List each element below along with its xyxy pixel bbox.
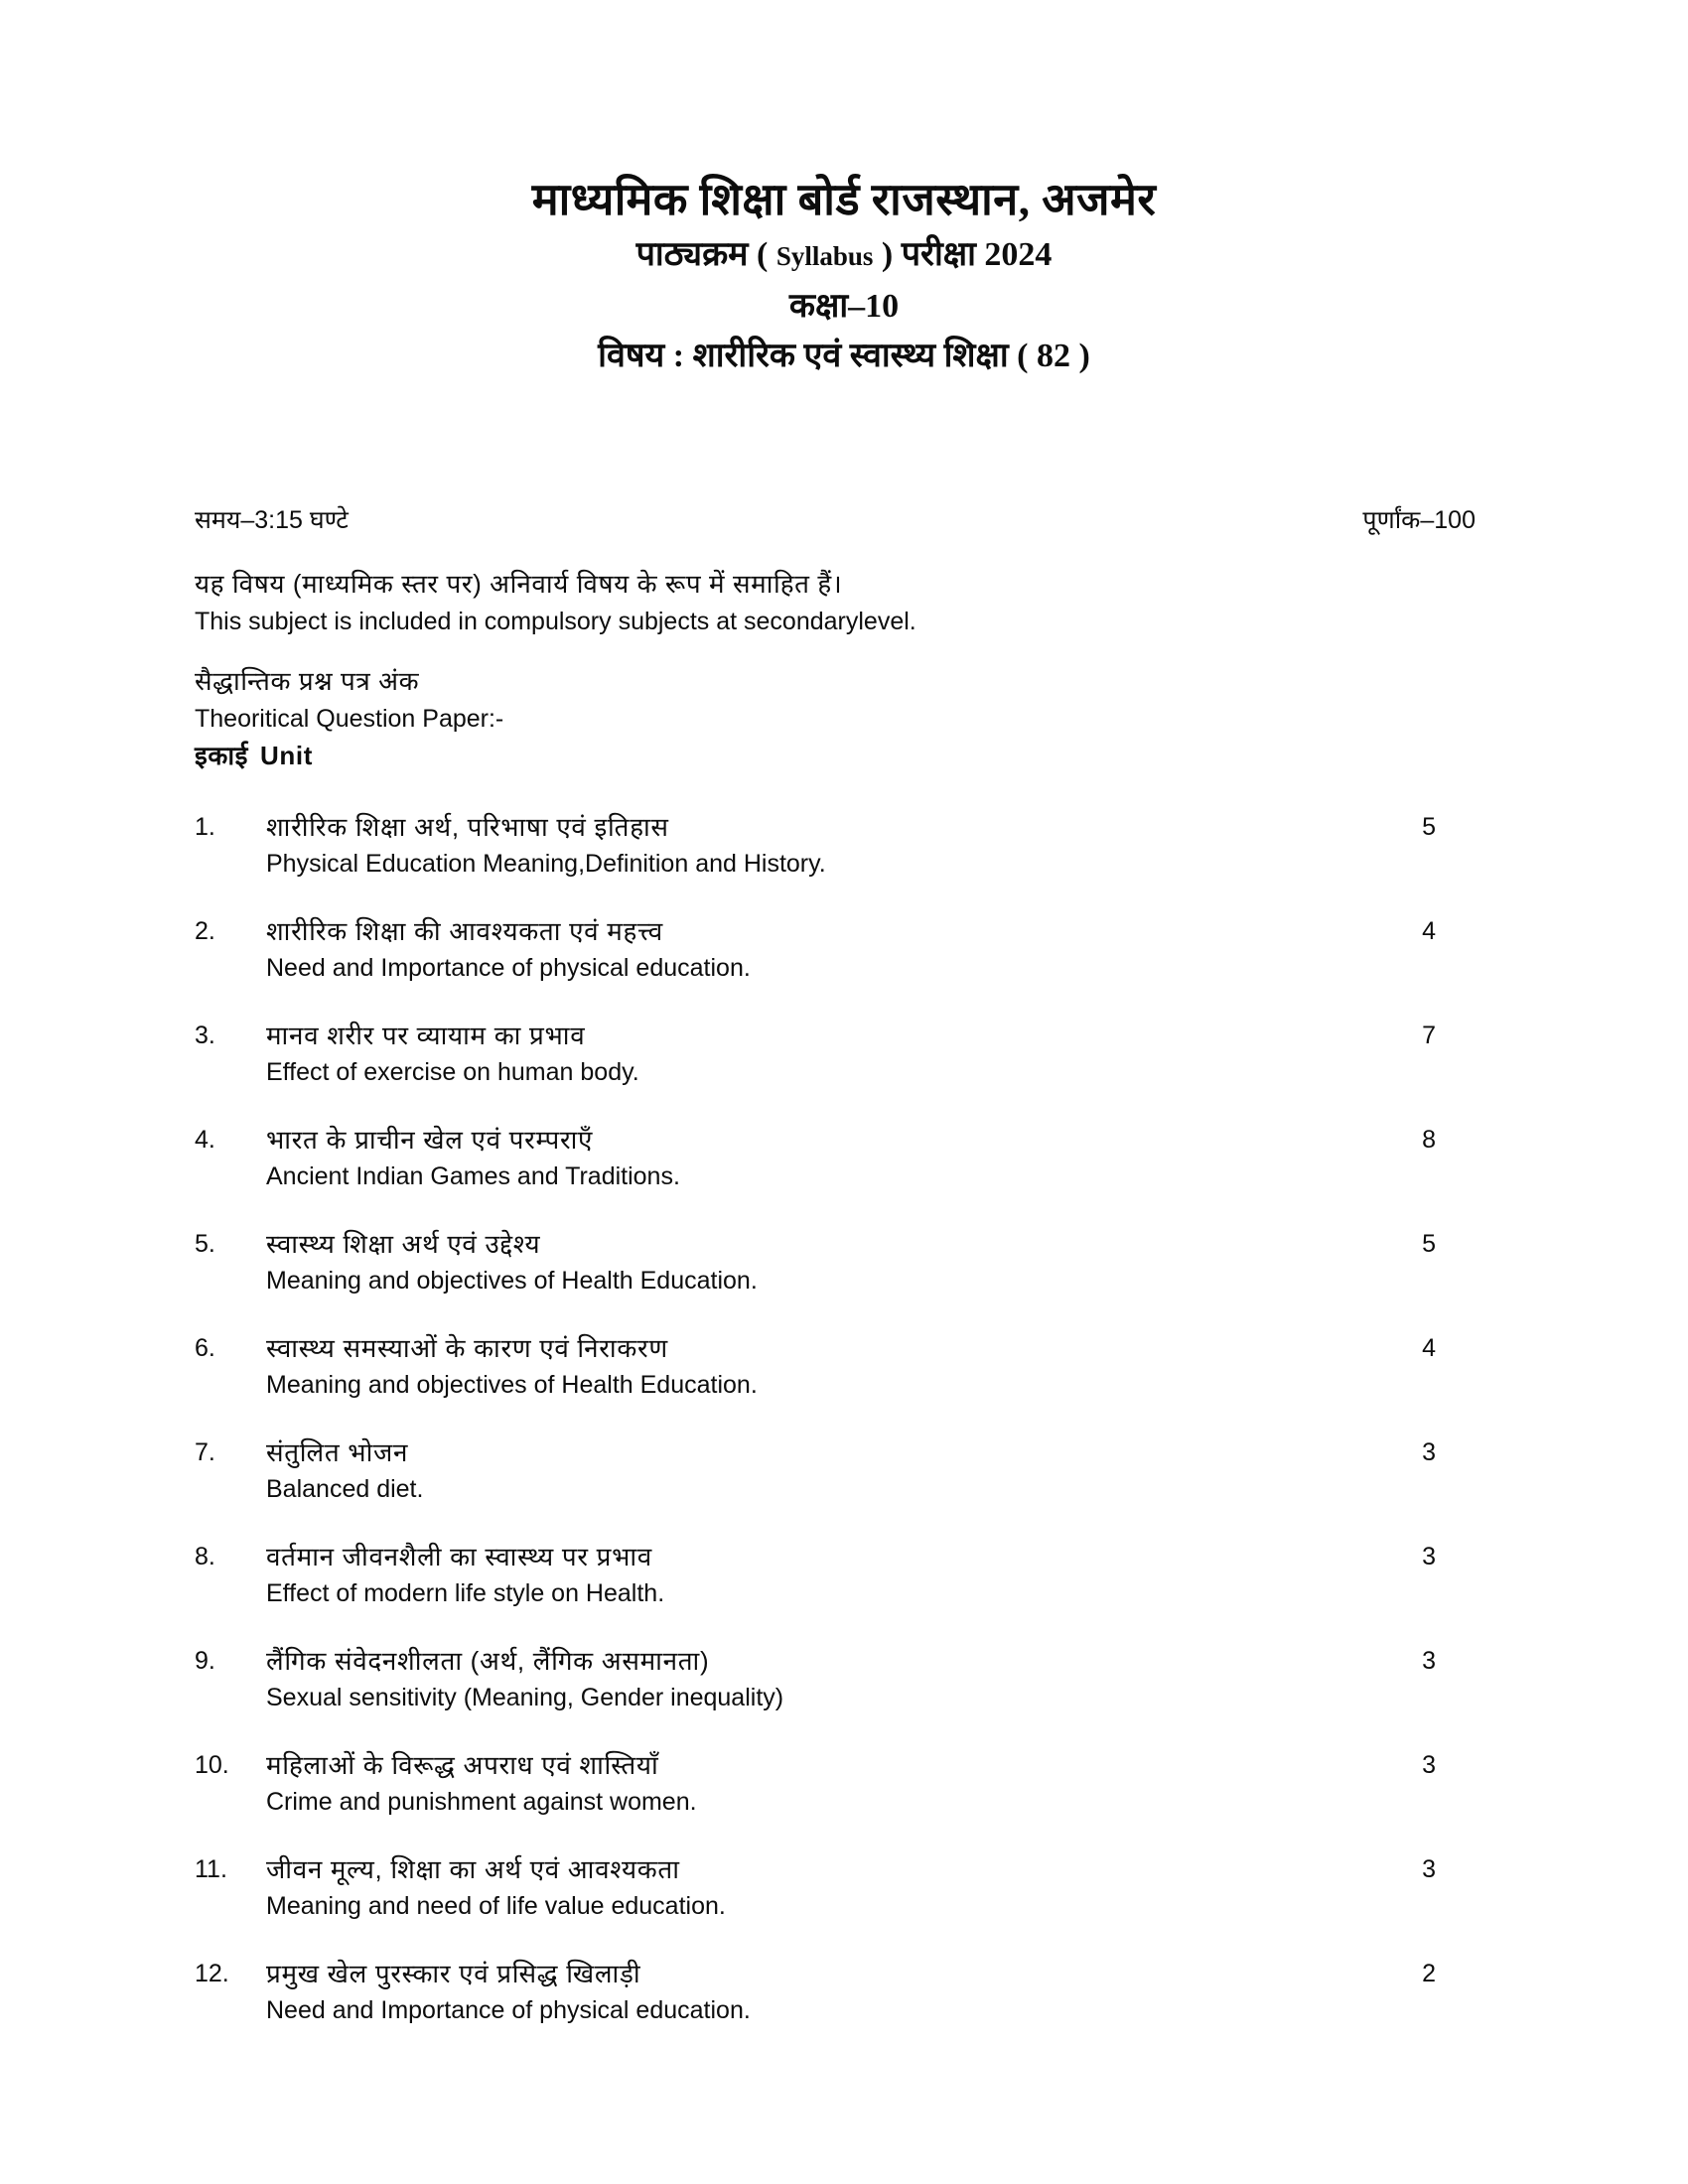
unit-number: 11. bbox=[195, 1855, 227, 1883]
unit-body bbox=[266, 1019, 1307, 1089]
unit-title-english: Sexual sensitivity (Meaning, Gender inequality) bbox=[266, 1683, 784, 1711]
unit-marks: 3 bbox=[1422, 1543, 1436, 1570]
syllabus-exam-line bbox=[0, 237, 1688, 273]
unit-header-hindi: इकाई bbox=[195, 741, 249, 770]
class-line: कक्षा–10 bbox=[788, 287, 900, 325]
unit-title-hindi: महिलाओं के विरूद्ध अपराध एवं शास्तियाँ bbox=[266, 1750, 659, 1780]
syllabus-label-pre: पाठ्यक्रम ( bbox=[635, 236, 776, 274]
unit-body bbox=[266, 1644, 1307, 1714]
unit-title-hindi: संतुलित भोजन bbox=[266, 1437, 409, 1467]
unit-title-english: Physical Education Meaning,Definition and History. bbox=[266, 849, 826, 878]
board-title: माध्यमिक शिक्षा बोर्ड राजस्थान, अजमेर bbox=[531, 175, 1157, 224]
unit-title-english: Need and Importance of physical education. bbox=[266, 953, 751, 982]
unit-marks: 7 bbox=[1422, 1022, 1436, 1049]
theory-paper-label-hindi: सैद्धान्तिक प्रश्न पत्र अंक bbox=[195, 666, 420, 697]
list-item bbox=[195, 1435, 1476, 1515]
unit-body bbox=[266, 1123, 1307, 1193]
list-item bbox=[195, 1748, 1476, 1828]
unit-body bbox=[266, 1227, 1307, 1297]
list-item bbox=[195, 1227, 1476, 1306]
compulsory-note-english: This subject is included in compulsory subjects at secondarylevel. bbox=[195, 607, 916, 635]
list-item bbox=[195, 810, 1476, 889]
unit-title-hindi: शारीरिक शिक्षा की आवश्यकता एवं महत्त्व bbox=[266, 916, 663, 946]
list-item bbox=[195, 1331, 1476, 1411]
unit-body bbox=[266, 1540, 1307, 1610]
unit-body bbox=[266, 1435, 1307, 1506]
list-item bbox=[195, 1852, 1476, 1932]
unit-body bbox=[266, 1957, 1307, 2027]
unit-title-hindi: लैंगिक संवेदनशीलता (अर्थ, लैंगिक असमानता) bbox=[266, 1646, 710, 1676]
unit-marks: 3 bbox=[1422, 1438, 1436, 1466]
unit-title-hindi: वर्तमान जीवनशैली का स्वास्थ्य पर प्रभाव bbox=[266, 1542, 652, 1571]
unit-column-header bbox=[195, 737, 313, 772]
unit-title-english: Effect of modern life style on Health. bbox=[266, 1578, 665, 1607]
unit-title-hindi: भारत के प्राचीन खेल एवं परम्पराएँ bbox=[266, 1125, 594, 1155]
unit-number: 9. bbox=[195, 1647, 215, 1675]
unit-title-hindi: मानव शरीर पर व्यायाम का प्रभाव bbox=[266, 1021, 586, 1050]
unit-title-hindi: शारीरिक शिक्षा अर्थ, परिभाषा एवं इतिहास bbox=[266, 812, 669, 842]
list-item bbox=[195, 1644, 1476, 1723]
syllabus-label-latin: Syllabus bbox=[775, 241, 874, 272]
unit-number: 7. bbox=[195, 1438, 215, 1466]
unit-marks: 8 bbox=[1422, 1126, 1436, 1154]
list-item bbox=[195, 914, 1476, 994]
unit-number: 10. bbox=[195, 1751, 229, 1779]
compulsory-note-hindi: यह विषय (माध्यमिक स्तर पर) अनिवार्य विषय के रूप में समाहित हैं। bbox=[195, 569, 843, 599]
exam-duration: समय–3:15 घण्टे bbox=[195, 506, 349, 534]
unit-title-english: Effect of exercise on human body. bbox=[266, 1057, 639, 1086]
unit-body bbox=[266, 1852, 1307, 1923]
unit-number: 2. bbox=[195, 917, 215, 945]
list-item bbox=[195, 1540, 1476, 1619]
unit-marks: 3 bbox=[1422, 1647, 1436, 1675]
unit-marks: 3 bbox=[1422, 1751, 1436, 1779]
unit-number: 4. bbox=[195, 1126, 215, 1154]
unit-title-hindi: स्वास्थ्य समस्याओं के कारण एवं निराकरण bbox=[266, 1333, 668, 1363]
exam-meta-row bbox=[195, 502, 1476, 536]
list-item bbox=[195, 1019, 1476, 1098]
unit-number: 3. bbox=[195, 1022, 215, 1049]
exam-max-marks: पूर्णांक–100 bbox=[1362, 506, 1476, 534]
syllabus-unit-list bbox=[195, 810, 1476, 2061]
theory-paper-label-english: Theoritical Question Paper:- bbox=[195, 705, 504, 734]
unit-number: 6. bbox=[195, 1334, 215, 1362]
list-item bbox=[195, 1123, 1476, 1202]
unit-marks: 2 bbox=[1422, 1960, 1436, 1987]
unit-number: 5. bbox=[195, 1230, 215, 1258]
unit-title-english: Meaning and need of life value education. bbox=[266, 1891, 726, 1920]
document-header bbox=[0, 177, 1688, 373]
intro-block bbox=[195, 568, 1476, 736]
unit-title-english: Meaning and objectives of Health Education. bbox=[266, 1266, 758, 1295]
unit-title-english: Meaning and objectives of Health Education. bbox=[266, 1370, 758, 1399]
unit-marks: 5 bbox=[1422, 1230, 1436, 1258]
unit-title-english: Crime and punishment against women. bbox=[266, 1787, 697, 1816]
subject-line: विषय : शारीरिक एवं स्वास्थ्य शिक्षा ( 82 ) bbox=[598, 337, 1090, 374]
unit-header-english: Unit bbox=[260, 741, 313, 770]
unit-body bbox=[266, 1331, 1307, 1402]
unit-marks: 4 bbox=[1422, 1334, 1436, 1362]
unit-title-english: Ancient Indian Games and Traditions. bbox=[266, 1161, 680, 1190]
list-item bbox=[195, 1957, 1476, 2036]
unit-number: 12. bbox=[195, 1960, 229, 1987]
unit-title-english: Balanced diet. bbox=[266, 1474, 424, 1503]
unit-marks: 3 bbox=[1422, 1855, 1436, 1883]
unit-number: 1. bbox=[195, 813, 215, 841]
unit-body bbox=[266, 1748, 1307, 1819]
syllabus-label-post: ) परीक्षा 2024 bbox=[873, 236, 1053, 274]
unit-title-hindi: स्वास्थ्य शिक्षा अर्थ एवं उद्देश्य bbox=[266, 1229, 541, 1259]
unit-marks: 4 bbox=[1422, 917, 1436, 945]
unit-marks: 5 bbox=[1422, 813, 1436, 841]
unit-body bbox=[266, 914, 1307, 985]
unit-title-english: Need and Importance of physical education. bbox=[266, 1995, 751, 2024]
unit-body bbox=[266, 810, 1307, 881]
unit-title-hindi: जीवन मूल्य, शिक्षा का अर्थ एवं आवश्यकता bbox=[266, 1854, 680, 1884]
unit-title-hindi: प्रमुख खेल पुरस्कार एवं प्रसिद्ध खिलाड़ी bbox=[266, 1959, 641, 1988]
unit-number: 8. bbox=[195, 1543, 215, 1570]
